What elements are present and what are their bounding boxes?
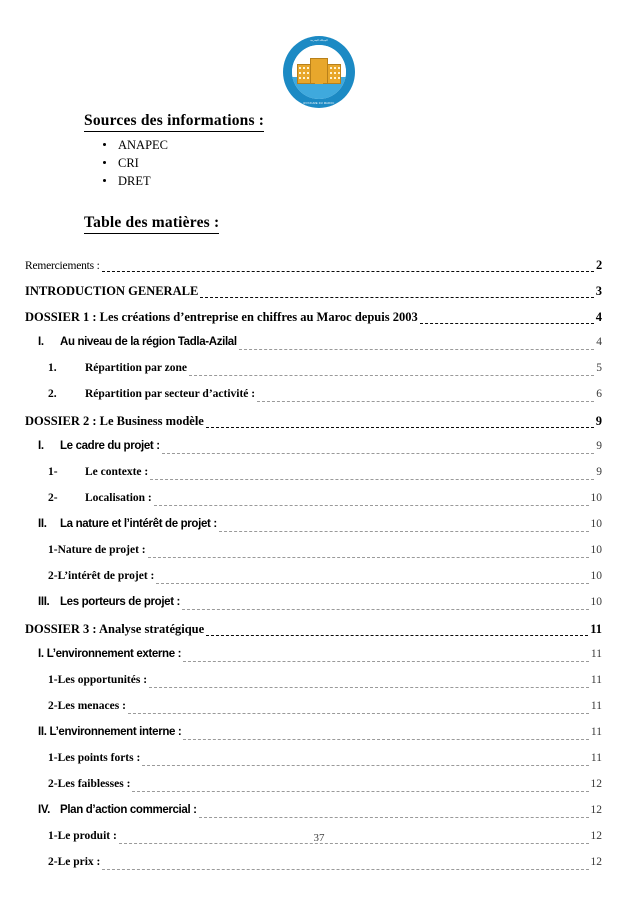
toc-entry-title: 1-Les points forts :: [48, 752, 141, 764]
toc-entry[interactable]: [0, 752, 638, 778]
toc-dot-leader: [142, 765, 589, 766]
toc-dot-leader: [162, 453, 595, 454]
toc-dot-leader: [200, 297, 593, 298]
toc-dot-leader: [183, 739, 589, 740]
toc-entry-page: 11: [590, 674, 602, 686]
toc-entry-number: 1-: [48, 466, 58, 478]
sources-list: [100, 136, 168, 190]
toc-entry-number: II.: [38, 726, 47, 738]
toc-entry-title: 1-Les opportunités :: [48, 674, 148, 686]
toc-entry[interactable]: [0, 674, 638, 700]
list-item: [100, 136, 168, 154]
toc-dot-leader: [182, 609, 588, 610]
toc-dot-leader: [132, 791, 588, 792]
toc-entry-label: [38, 648, 181, 660]
toc-entry-page: 11: [590, 752, 602, 764]
toc-entry-label: [48, 752, 140, 764]
toc-entry-label: [38, 804, 197, 816]
toc-entry-label: [38, 336, 237, 348]
toc-entry-page: 5: [596, 362, 602, 374]
toc-dot-leader: [206, 427, 594, 428]
toc-entry[interactable]: [0, 492, 638, 518]
seal-building-icon: [297, 58, 341, 84]
toc-entry[interactable]: [0, 518, 638, 544]
toc-dot-leader: [154, 505, 589, 506]
seal-ring-text-bottom: ROYAUME DU MAROC: [303, 102, 335, 105]
toc-entry-page: 9: [596, 440, 602, 452]
toc-entry[interactable]: [0, 804, 638, 830]
toc-entry[interactable]: [0, 336, 638, 362]
toc-entry[interactable]: [0, 726, 638, 752]
toc-entry-title: L’environnement interne :: [49, 726, 182, 738]
toc-entry-title: Répartition par secteur d’activité :: [85, 388, 256, 400]
toc-entry-label: [38, 726, 181, 738]
toc-entry[interactable]: [0, 414, 638, 440]
seal-inner-disc: [292, 45, 346, 99]
toc-dot-leader: [257, 401, 594, 402]
toc-dot-leader: [420, 323, 594, 324]
toc-entry-label: [48, 674, 147, 686]
toc-entry-number: 1.: [48, 362, 57, 374]
toc-entry[interactable]: [0, 258, 638, 284]
toc-entry[interactable]: [0, 622, 638, 648]
toc-dot-leader: [199, 817, 589, 818]
toc-entry-title: L’environnement externe :: [46, 648, 182, 660]
toc-entry-label: [38, 440, 160, 452]
toc-entry-title: La nature et l’intérêt de projet :: [60, 518, 217, 530]
page-number: 37: [313, 832, 325, 844]
toc-dot-leader: [148, 557, 589, 558]
seal-ring-text-top: المملكة المغربية: [310, 39, 328, 42]
toc-entry-number: I.: [38, 336, 44, 348]
toc-entry-page: 11: [590, 648, 602, 660]
toc-entry-label: [48, 856, 100, 868]
toc-entry-label: [25, 414, 204, 429]
toc-entry-title: 1-Nature de projet :: [48, 544, 146, 556]
toc-entry[interactable]: [0, 362, 638, 388]
toc-entry-title: Répartition par zone: [85, 362, 188, 374]
sources-heading: Sources des informations :: [84, 112, 264, 132]
bullet-icon: [103, 161, 106, 164]
toc-entry-page: 4: [596, 336, 602, 348]
toc-dot-leader: [128, 713, 589, 714]
list-item-label: CRI: [118, 156, 139, 170]
institution-seal-logo: [283, 36, 355, 108]
logo-container: [0, 36, 638, 108]
toc-entry-title: Le contexte :: [85, 466, 149, 478]
toc-entry[interactable]: [0, 596, 638, 622]
list-item-label: DRET: [118, 174, 151, 188]
toc-entry-label: [48, 544, 146, 556]
toc-entry-title: 1-Le produit :: [48, 830, 117, 842]
toc-entry-number: I.: [38, 648, 44, 660]
toc-entry-page: 3: [595, 284, 602, 298]
toc-entry-page: 12: [590, 856, 602, 868]
toc-entry[interactable]: [0, 440, 638, 466]
toc-entry-label: [25, 622, 204, 637]
toc-entry-label: [48, 570, 154, 582]
toc-entry-page: 10: [590, 518, 602, 530]
toc-entry-page: 9: [596, 466, 602, 478]
toc-entry-page: 10: [590, 596, 602, 608]
toc-entry[interactable]: [0, 700, 638, 726]
toc-entry[interactable]: [0, 544, 638, 570]
toc-entry-page: 12: [590, 830, 602, 842]
list-item-label: ANAPEC: [118, 138, 169, 152]
toc-entry-title: Au niveau de la région Tadla-Azilal: [60, 336, 237, 348]
bullet-icon: [103, 179, 106, 182]
toc-entry-title: 2-L’intérêt de projet :: [48, 570, 155, 582]
toc-entry[interactable]: [0, 648, 638, 674]
toc-dot-leader: [239, 349, 595, 350]
toc-entry-title: DOSSIER 3 : Analyse stratégique: [25, 622, 205, 636]
toc-entry-title: Plan d’action commercial :: [60, 804, 197, 816]
toc-dot-leader: [102, 869, 588, 870]
toc-entry-label: [38, 518, 217, 530]
toc-entry[interactable]: [0, 856, 638, 882]
toc-entry-title: 2-Le prix :: [48, 856, 101, 868]
toc-entry-number: II.: [38, 518, 47, 530]
toc-dot-leader: [183, 661, 589, 662]
toc-entry-label: [48, 700, 126, 712]
toc-dot-leader: [150, 479, 594, 480]
bullet-icon: [103, 143, 106, 146]
toc-entry-label: [25, 310, 418, 325]
toc-entry-title: DOSSIER 2 : Le Business modèle: [25, 414, 204, 428]
list-item: [100, 172, 168, 190]
toc-entry-title: Les porteurs de projet :: [60, 596, 181, 608]
toc-entry-label: [38, 596, 180, 608]
toc-entry-label: [48, 492, 152, 504]
toc-entry-label: [48, 388, 255, 400]
toc-entry-page: 6: [596, 388, 602, 400]
toc-entry-page: 11: [590, 622, 602, 636]
toc-entry-number: III.: [38, 596, 50, 608]
toc-entry[interactable]: [0, 388, 638, 414]
toc-entry-number: I.: [38, 440, 44, 452]
table-of-contents: [0, 258, 638, 882]
toc-entry-number: IV.: [38, 804, 50, 816]
toc-entry-title: Le cadre du projet :: [60, 440, 160, 452]
toc-entry[interactable]: [0, 310, 638, 336]
toc-dot-leader: [149, 687, 589, 688]
toc-entry-label: [25, 260, 100, 272]
toc-entry-label: [48, 778, 130, 790]
toc-entry[interactable]: [0, 466, 638, 492]
toc-dot-leader: [189, 375, 594, 376]
toc-dot-leader: [206, 635, 588, 636]
toc-entry-page: 10: [590, 492, 602, 504]
toc-entry-title: 2-Les faiblesses :: [48, 778, 131, 790]
toc-entry-page: 11: [590, 726, 602, 738]
toc-dot-leader: [156, 583, 588, 584]
toc-dot-leader: [102, 271, 594, 272]
toc-entry-title: DOSSIER 1 : Les créations d’entreprise en chiffres au Maroc depuis 2003: [25, 310, 418, 324]
list-item: [100, 154, 168, 172]
toc-entry[interactable]: [0, 284, 638, 310]
toc-entry-page: 12: [590, 804, 602, 816]
toc-entry[interactable]: [0, 778, 638, 804]
toc-entry-label: [25, 284, 198, 299]
toc-heading: Table des matières :: [84, 214, 219, 234]
toc-entry-label: [48, 362, 187, 374]
toc-entry-title: Localisation :: [85, 492, 152, 504]
toc-entry-number: 2.: [48, 388, 57, 400]
toc-entry-page: 4: [595, 310, 602, 324]
toc-entry-page: 12: [590, 778, 602, 790]
toc-entry-page: 2: [595, 258, 602, 272]
toc-entry-label: [48, 466, 148, 478]
toc-entry-page: 9: [595, 414, 602, 428]
toc-entry-page: 10: [590, 544, 602, 556]
toc-entry-page: 11: [590, 700, 602, 712]
toc-entry[interactable]: [0, 570, 638, 596]
toc-entry-page: 10: [590, 570, 602, 582]
toc-entry-number: 2-: [48, 492, 58, 504]
toc-entry-title: Remerciements :: [25, 260, 100, 272]
toc-dot-leader: [219, 531, 589, 532]
toc-entry-title: INTRODUCTION GENERALE: [25, 284, 199, 298]
toc-entry-title: 2-Les menaces :: [48, 700, 126, 712]
